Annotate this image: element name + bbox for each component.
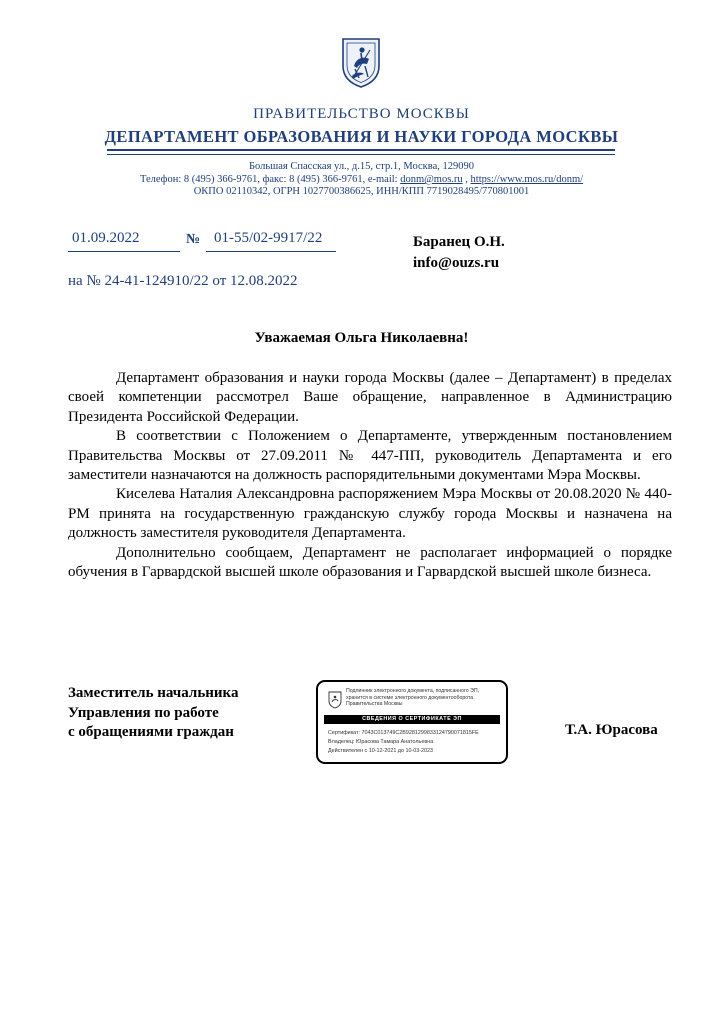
government-name: ПРАВИТЕЛЬСТВО МОСКВЫ: [253, 106, 470, 122]
letter-body: [68, 369, 672, 582]
department-registry-codes: ОКПО 02110342, ОГРН 1027700386625, ИНН/КПП 7719028495/770801001: [193, 186, 530, 197]
contacts-separator: ,: [462, 174, 471, 185]
signatory-position-line: с обращениями граждан: [68, 724, 234, 740]
recipient-email: info@ouzs.ru: [413, 255, 500, 271]
paragraph: Департамент образования и науки города Москвы (далее – Департамент) в пределах своей компетенции рассмотрел Ваше обращение, направленное в Администрацию Президента Российской Федерации.: [68, 370, 672, 425]
department-contacts: [0, 174, 723, 185]
stamp-notice-line: Подлинник электронного документа, подписанного ЭП,: [346, 688, 480, 694]
outgoing-number-underline: [206, 251, 336, 252]
e-signature-stamp: [316, 680, 508, 764]
recipient-name: Баранец О.Н.: [413, 234, 505, 250]
reply-reference: на № 24-41-124910/22 от 12.08.2022: [68, 273, 298, 289]
signatory-position-line: Заместитель начальника: [68, 685, 239, 701]
outgoing-date: 01.09.2022: [72, 230, 140, 246]
number-sign: №: [186, 232, 201, 247]
paragraph: В соответствии с Положением о Департаменте, утвержденным постановлением Правительства Москвы от 27.09.2011 № 447-ПП, руководитель Департамента и его заместители назначаются на должность распорядительными документами Мэра Москвы.: [68, 428, 672, 484]
contacts-email-link[interactable]: donm@mos.ru: [400, 174, 463, 185]
stamp-certificate-banner: СВЕДЕНИЯ О СЕРТИФИКАТЕ ЭП: [324, 715, 500, 724]
moscow-coat-of-arms-icon: [340, 36, 382, 88]
contacts-prefix: Телефон: 8 (495) 366-9761, факс: 8 (495) 366-9761, e-mail:: [139, 174, 401, 185]
signatory-name: Т.А. Юрасова: [565, 722, 658, 738]
stamp-notice-line: Правительства Москвы: [346, 701, 403, 708]
department-name: ДЕПАРТАМЕНТ ОБРАЗОВАНИЯ И НАУКИ ГОРОДА МОСКВЫ: [104, 127, 619, 146]
signatory-position-line: Управления по работе: [68, 704, 219, 721]
outgoing-date-underline: [68, 251, 180, 252]
stamp-certificate-id: Сертификат: 7043C013749C2B9281299833124790071815FE: [328, 730, 479, 736]
header-divider-thin: [107, 154, 615, 155]
stamp-owner: Владелец: Юрасова Тамара Анатольевна: [328, 739, 434, 745]
outgoing-number: 01-55/02-9917/22: [214, 230, 323, 246]
stamp-notice-line: хранится в системе электронного документооборота: [346, 694, 474, 701]
header-divider: [107, 149, 615, 151]
stamp-emblem-icon: [328, 691, 342, 709]
paragraph: Киселева Наталия Александровна распоряжением Мэра Москвы от 20.08.2020 № 440-РМ принята на государственную гражданскую службу города Москвы и назначена на должность заместителя руководителя Департамента.: [68, 486, 672, 542]
department-address: Большая Спасская ул., д.15, стр.1, Москва, 129090: [249, 161, 474, 172]
paragraph: Дополнительно сообщаем, Департамент не располагает информацией о порядке обучения в Гарвардской высшей школе образования и Гарвардской высшей школе бизнеса.: [68, 544, 672, 581]
stamp-notice: [346, 688, 506, 708]
salutation: Уважаемая Ольга Николаевна!: [254, 330, 469, 346]
signatory-position: [68, 684, 238, 743]
contacts-website-link[interactable]: https://www.mos.ru/donm/: [470, 174, 584, 185]
stamp-validity: Действителен с 10-12-2021 до 10-03-2023: [328, 748, 434, 754]
